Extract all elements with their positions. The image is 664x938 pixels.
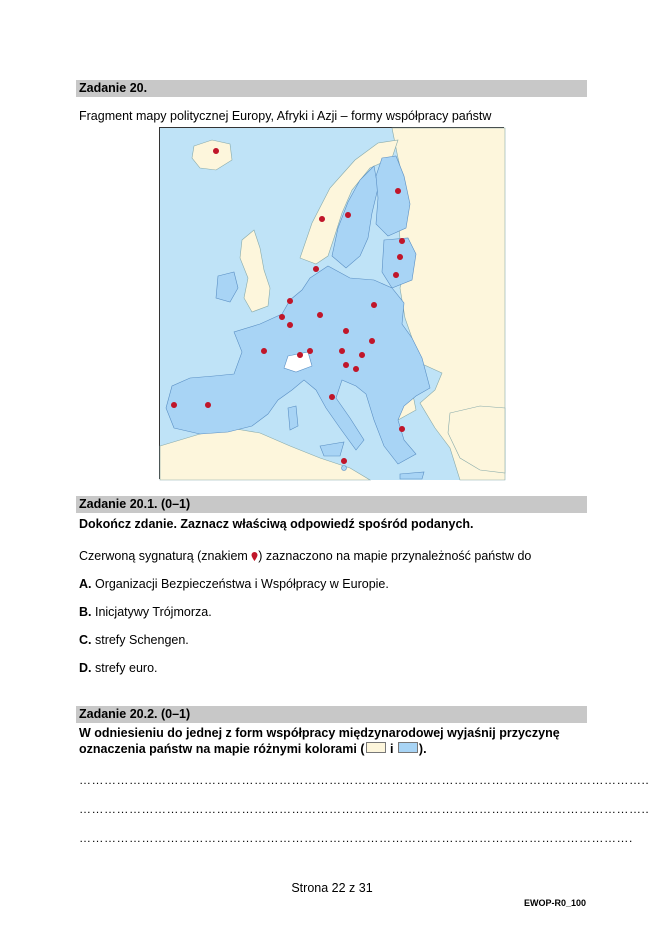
europe-map [159,127,504,479]
line2-mid: i [386,742,397,756]
land-sardinia [288,406,298,430]
task-20-1-header: Zadanie 20.1. (0–1) [76,496,587,513]
map-svg [160,128,505,480]
option-b-text: Inicjatywy Trójmorza. [91,605,212,619]
answer-line-2[interactable]: ……………………………………………………………………………………………………………………….. [79,802,650,816]
option-b[interactable] [79,604,212,620]
answer-line-3[interactable]: ……………………………………………………………………………………………………………………. [79,831,633,845]
option-a[interactable] [79,576,389,592]
option-c[interactable] [79,632,189,648]
land-baltics [382,238,416,288]
beige-swatch [366,742,386,753]
line2-after: ). [418,742,427,756]
exam-code: EWOP-R0_100 [523,898,586,908]
option-c-letter: C. [79,633,92,647]
option-d[interactable] [79,660,158,676]
task-20-2-line1: W odniesieniu do jednej z form współpracy międzynarodowej wyjaśnij przyczynę [79,726,560,740]
task-20-2-header: Zadanie 20.2. (0–1) [76,706,587,723]
stem-before: Czerwoną sygnaturą (znakiem [79,549,252,563]
page-number: Strona 22 z 31 [291,881,373,895]
task-20-intro: Fragment mapy politycznej Europy, Afryki i Azji – formy współpracy państw [79,109,492,123]
option-a-letter: A. [79,577,92,591]
line2-before: oznaczenia państw na mapie różnymi kolorami ( [79,742,365,756]
task-20-1-instruction: Dokończ zdanie. Zaznacz właściwą odpowiedź spośród podanych. [79,517,474,531]
blue-swatch [398,742,418,753]
task-20-header: Zadanie 20. [76,80,587,97]
option-c-text: strefy Schengen. [91,633,189,647]
option-b-letter: B. [79,605,92,619]
option-a-text: Organizacji Bezpieczeństwa i Współpracy w Europie. [91,577,389,591]
stem-after: ) zaznaczono na mapie przynależność państw do [258,549,532,563]
task-20-2-line2 [79,741,427,757]
option-d-text: strefy euro. [91,661,158,675]
answer-line-1[interactable]: ……………………………………………………………………………………………………………………….. [79,773,650,787]
task-20-1-stem [79,548,531,564]
option-d-letter: D. [79,661,92,675]
